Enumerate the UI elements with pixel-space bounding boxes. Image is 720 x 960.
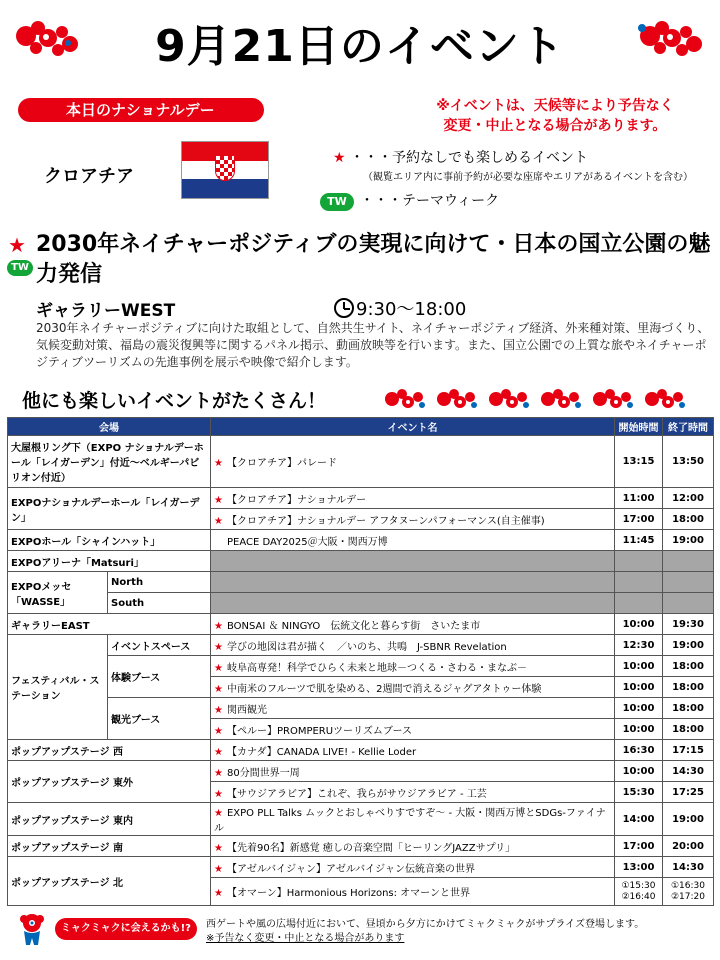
event-cell xyxy=(211,878,615,906)
events-table xyxy=(7,417,714,906)
start-cell: 15:30 xyxy=(615,782,663,803)
star-icon: ★ xyxy=(214,641,223,653)
end-time-2: ②17:20 xyxy=(670,891,705,902)
star-icon: ★ xyxy=(214,515,223,527)
event-cell xyxy=(211,740,615,761)
main-event-star-icon: ★ xyxy=(8,233,26,257)
notice-line-1: ※イベントは、天候等により予告なく xyxy=(436,98,674,114)
header-start: 開始時間 xyxy=(615,418,663,436)
table-row xyxy=(8,836,714,857)
event-name: 【先着90名】新感覚 癒しの音楽空間「ヒーリングJAZZサプリ」 xyxy=(226,842,516,854)
main-event-venue: ギャラリーWEST xyxy=(36,301,176,321)
main-event-time-text: 9:30～18:00 xyxy=(356,299,467,320)
expo-logo-mini-2 xyxy=(434,385,480,413)
event-name: EXPO PLL Talks ムックとおしゃべりすですぞ～ - 大阪・関西万博とSDGs-ファイナル xyxy=(214,808,606,834)
footer-text xyxy=(206,918,644,946)
empty-cell xyxy=(211,593,615,614)
legend-star: ★ ・・・予約なしでも楽しめるイベント （観覧エリア内に事前予約が必要な座席やエリアがあるイベントを含む） xyxy=(333,150,693,183)
table-row xyxy=(8,803,714,836)
main-event-tw-badge: TW xyxy=(7,260,33,276)
end-cell: 19:00 xyxy=(663,803,714,836)
star-icon: ★ xyxy=(214,704,223,716)
venue-cell: ポップアップステージ 北 xyxy=(8,857,211,906)
venue-cell: ポップアップステージ 南 xyxy=(8,836,211,857)
table-row xyxy=(8,698,714,719)
national-day-label: 本日のナショナルデー xyxy=(18,98,264,122)
empty-cell xyxy=(211,572,615,593)
event-cell xyxy=(211,656,615,677)
empty-cell xyxy=(615,572,663,593)
event-cell xyxy=(211,836,615,857)
start-cell: 17:00 xyxy=(615,836,663,857)
table-header-row xyxy=(8,418,714,436)
start-time-2: ②16:40 xyxy=(621,891,656,902)
start-cell: 12:30 xyxy=(615,635,663,656)
notice-line-2: 変更・中止となる場合があります。 xyxy=(443,118,667,134)
event-name: 【オマーン】Harmonious Horizons: オマーンと世界 xyxy=(226,888,470,899)
empty-cell xyxy=(615,593,663,614)
expo-logo-mini-3 xyxy=(486,385,532,413)
table-row xyxy=(8,593,714,614)
main-event-description: 2030年ネイチャーポジティブに向けた取組として、自然共生サイト、ネイチャーポジティブ経済、外来種対策、里海づくり、気候変動対策、福島の震災復興等に関するパネル掲示、動画放映等を行います。また、国立公園での上質な旅やネイチャーポジティブツーリズムの先進事例を展示や映像で紹介します。 xyxy=(36,321,710,369)
event-name: 学びの地図は君が描く ／いのち、共鳴 J-SBNR Revelation xyxy=(226,641,507,653)
end-cell: 14:30 xyxy=(663,761,714,782)
empty-cell xyxy=(615,551,663,572)
event-name: 関西観光 xyxy=(226,704,267,716)
table-row xyxy=(8,635,714,656)
event-cell xyxy=(211,698,615,719)
header-end: 終了時間 xyxy=(663,418,714,436)
empty-cell xyxy=(663,593,714,614)
myaku-myaku-badge: ミャクミャクに会えるかも!? xyxy=(55,918,197,940)
end-cell: 12:00 xyxy=(663,488,714,509)
sub-venue-cell: 体験ブース xyxy=(108,656,211,698)
table-row xyxy=(8,551,714,572)
event-name: 【クロアチア】ナショナルデー xyxy=(226,494,367,506)
venue-cell: フェスティバル・ステーション xyxy=(8,635,108,740)
start-cell: 10:00 xyxy=(615,719,663,740)
venue-cell: ポップアップステージ 東内 xyxy=(8,803,211,836)
notice-text xyxy=(405,96,705,136)
end-cell: 20:00 xyxy=(663,836,714,857)
event-name: 【サウジアラビア】これぞ、我らがサウジアラビア - 工芸 xyxy=(226,788,487,800)
event-cell xyxy=(211,436,615,488)
table-row xyxy=(8,488,714,509)
expo-logo-mini-5 xyxy=(590,385,636,413)
event-name: 【カナダ】CANADA LIVE! - Kellie Loder xyxy=(226,746,417,758)
event-name: 【アゼルバイジャン】アゼルバイジャン伝統音楽の世界 xyxy=(226,863,475,875)
venue-cell: EXPOメッセ「WASSE」 xyxy=(8,572,108,614)
event-cell xyxy=(211,803,615,836)
event-name: 【クロアチア】パレード xyxy=(226,458,337,469)
star-icon: ★ xyxy=(214,746,223,758)
event-name: 中南米のフルーツで肌を染める、2週間で消えるジャグアタトゥー体験 xyxy=(226,683,542,695)
venue-cell: EXPOアリーナ「Matsuri」 xyxy=(8,551,211,572)
start-cell: 17:00 xyxy=(615,509,663,530)
expo-logo-mini-1 xyxy=(382,385,428,413)
table-row xyxy=(8,436,714,488)
empty-cell xyxy=(211,551,615,572)
start-cell xyxy=(615,878,663,906)
footer-line-1: 西ゲートや風の広場付近において、昼頃から夕方にかけてミャクミャクがサプライズ登場します。 xyxy=(206,919,645,930)
other-events-heading: 他にも楽しいイベントがたくさん！ xyxy=(22,390,327,412)
event-name: 岐阜高専発！科学でひらく未来と地球－つくる・さわる・まなぶ－ xyxy=(226,662,527,674)
footer-line-2: ※予告なく変更・中止となる場合があります xyxy=(206,933,405,944)
empty-cell xyxy=(663,572,714,593)
start-cell: 10:00 xyxy=(615,761,663,782)
legend-tw-text: ・・・テーマウィーク xyxy=(360,193,500,209)
start-cell: 16:30 xyxy=(615,740,663,761)
end-cell: 17:15 xyxy=(663,740,714,761)
venue-cell: EXPOナショナルデーホール「レイガーデン」 xyxy=(8,488,211,530)
end-cell: 17:25 xyxy=(663,782,714,803)
venue-cell: 大屋根リング下（EXPO ナショナルデーホール「レイガーデン」付近～ベルギーパビリオン付近） xyxy=(8,436,211,488)
legend-star-text: ・・・予約なしでも楽しめるイベント xyxy=(350,150,589,166)
star-icon: ★ xyxy=(214,888,223,899)
clock-icon xyxy=(334,298,354,318)
event-name: 【クロアチア】ナショナルデー アフタヌーンパフォーマンス(自主催事) xyxy=(226,515,545,527)
table-row xyxy=(8,530,714,551)
event-cell: PEACE DAY2025＠大阪・関西万博 xyxy=(211,530,615,551)
start-cell: 11:45 xyxy=(615,530,663,551)
table-row xyxy=(8,761,714,782)
event-cell xyxy=(211,782,615,803)
end-cell: 19:00 xyxy=(663,635,714,656)
star-icon: ★ xyxy=(214,458,223,469)
start-cell: 10:00 xyxy=(615,656,663,677)
event-cell xyxy=(211,635,615,656)
venue-cell: EXPOホール「シャインハット」 xyxy=(8,530,211,551)
end-cell: 19:30 xyxy=(663,614,714,635)
venue-cell: ポップアップステージ 西 xyxy=(8,740,211,761)
tw-badge: TW xyxy=(320,193,354,211)
event-cell xyxy=(211,857,615,878)
star-icon: ★ xyxy=(214,662,223,674)
end-cell: 19:00 xyxy=(663,530,714,551)
end-cell: 18:00 xyxy=(663,656,714,677)
table-row xyxy=(8,857,714,878)
header-event: イベント名 xyxy=(211,418,615,436)
event-cell xyxy=(211,719,615,740)
star-icon: ★ xyxy=(214,683,223,695)
star-icon: ★ xyxy=(214,808,223,819)
event-cell xyxy=(211,761,615,782)
star-icon: ★ xyxy=(214,863,223,875)
start-cell: 10:00 xyxy=(615,698,663,719)
star-icon: ★ xyxy=(214,494,223,506)
legend-star-note: （観覧エリア内に事前予約が必要な座席やエリアがあるイベントを含む） xyxy=(363,172,693,183)
start-cell: 11:00 xyxy=(615,488,663,509)
end-cell: 18:00 xyxy=(663,698,714,719)
end-cell: 18:00 xyxy=(663,719,714,740)
start-cell: 13:00 xyxy=(615,857,663,878)
venue-cell: ギャラリーEAST xyxy=(8,614,211,635)
start-cell: 10:00 xyxy=(615,614,663,635)
sub-venue-cell: South xyxy=(108,593,211,614)
myaku-myaku-mascot xyxy=(12,911,52,951)
legend-tw xyxy=(320,190,499,211)
start-cell: 13:15 xyxy=(615,436,663,488)
page-title: 9月21日のイベント xyxy=(155,21,565,72)
event-cell xyxy=(211,677,615,698)
star-icon: ★ xyxy=(214,842,223,854)
end-cell: 18:00 xyxy=(663,677,714,698)
start-cell: 10:00 xyxy=(615,677,663,698)
main-event-time xyxy=(334,295,466,321)
star-icon: ★ xyxy=(214,725,223,737)
empty-cell xyxy=(663,551,714,572)
sub-venue-cell: 観光ブース xyxy=(108,698,211,740)
star-icon: ★ xyxy=(214,788,223,800)
event-cell xyxy=(211,488,615,509)
sub-venue-cell: North xyxy=(108,572,211,593)
table-row xyxy=(8,740,714,761)
star-icon: ★ xyxy=(214,620,223,632)
end-cell: 14:30 xyxy=(663,857,714,878)
start-time-1: ①15:30 xyxy=(621,880,656,891)
end-cell: 18:00 xyxy=(663,509,714,530)
event-name: BONSAI ＆ NINGYO 伝統文化と暮らす街 さいたま市 xyxy=(226,620,481,632)
event-cell xyxy=(211,614,615,635)
event-cell xyxy=(211,509,615,530)
venue-cell: ポップアップステージ 東外 xyxy=(8,761,211,803)
end-cell: 13:50 xyxy=(663,436,714,488)
expo-logo-mini-6 xyxy=(642,385,688,413)
end-time-1: ①16:30 xyxy=(670,880,705,891)
event-name: 【ペルー】PROMPERUツーリズムブース xyxy=(226,725,413,737)
header-venue: 会場 xyxy=(8,418,211,436)
main-event-title: 2030年ネイチャーポジティブの実現に向けて・日本の国立公園の魅力発信 xyxy=(36,232,711,287)
sub-venue-cell: イベントスペース xyxy=(108,635,211,656)
national-day-country: クロアチア xyxy=(44,166,134,187)
table-row xyxy=(8,656,714,677)
croatia-flag xyxy=(181,141,269,199)
table-row xyxy=(8,572,714,593)
start-cell: 14:00 xyxy=(615,803,663,836)
star-icon: ★ xyxy=(214,767,223,779)
table-row xyxy=(8,614,714,635)
event-name: 80分間世界一周 xyxy=(226,767,300,779)
expo-logo-mini-4 xyxy=(538,385,584,413)
end-cell xyxy=(663,878,714,906)
